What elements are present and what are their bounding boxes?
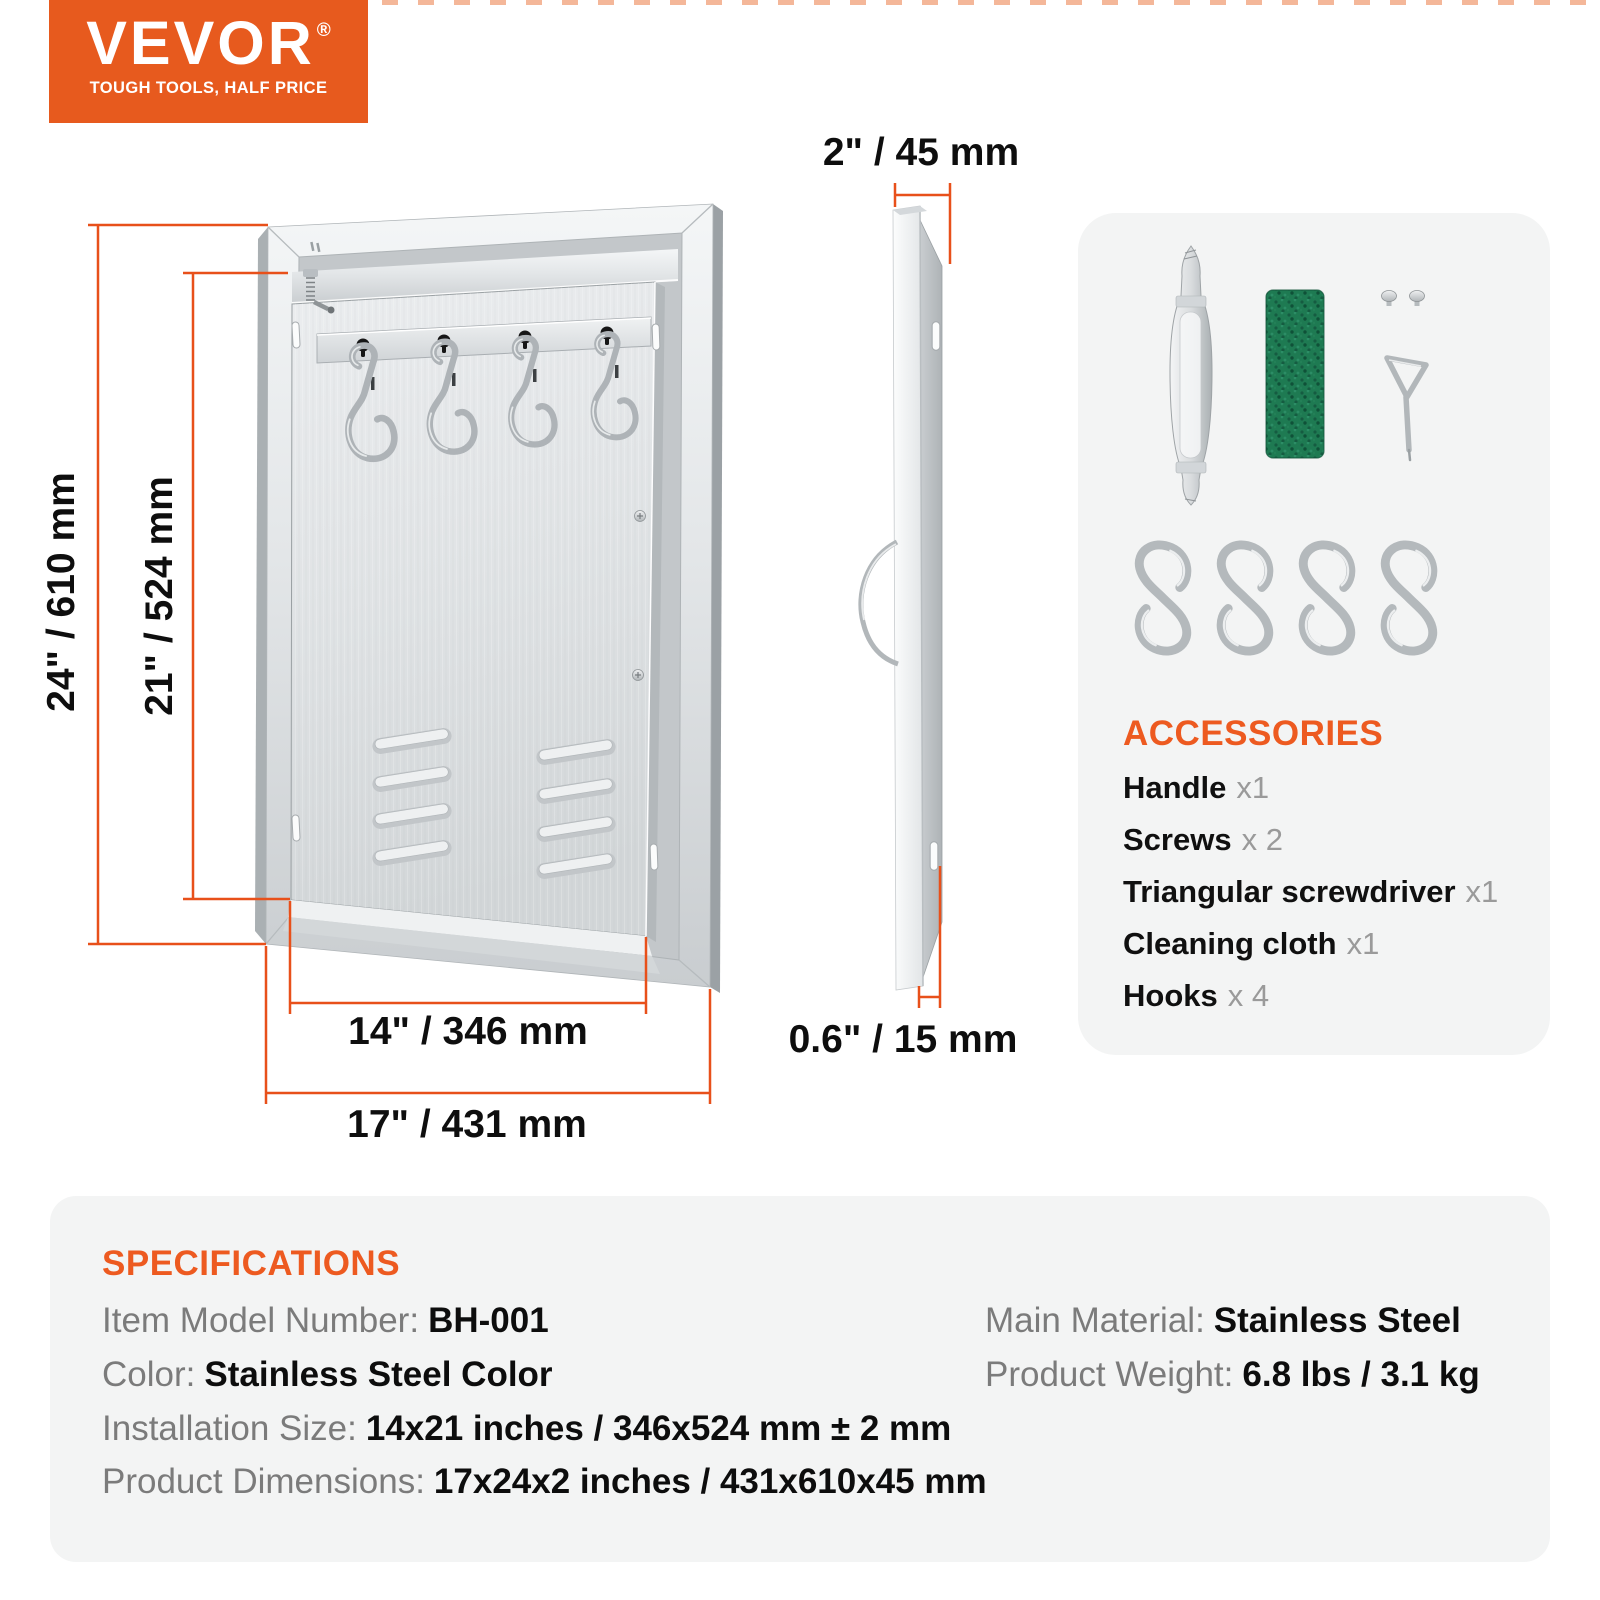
spring-hinge (303, 269, 335, 314)
mount-slot (932, 322, 940, 351)
accessory-qty: x1 (1465, 874, 1499, 909)
sill-band-shadow (283, 917, 660, 974)
accessory-qty: x1 (1236, 770, 1270, 805)
spec-value: BH-001 (428, 1301, 549, 1340)
spec-value: 6.8 lbs / 3.1 kg (1242, 1355, 1480, 1394)
front-left-side-face (255, 227, 268, 944)
s-hook-icon (593, 334, 635, 437)
keyhole-slot (438, 335, 451, 354)
dimension-label-side-depth: 2" / 45 mm (822, 131, 1020, 174)
accessories-title: ACCESSORIES (1123, 714, 1384, 753)
s-hook-icon (429, 342, 474, 452)
spec-label: Product Weight: (985, 1355, 1234, 1394)
door-right-edge (646, 282, 665, 942)
spec-row-installation-size (102, 1409, 951, 1449)
accessory-qty: x1 (1346, 926, 1380, 961)
accessory-name: Hooks (1123, 978, 1218, 1013)
accessory-qty: x 2 (1241, 822, 1283, 857)
vent-louvers (371, 727, 617, 880)
spec-row-model (102, 1301, 549, 1341)
dimension-label-width-outer: 17" / 431 mm (347, 1103, 587, 1146)
s-hook-icon (511, 338, 555, 445)
brushed-texture (291, 282, 655, 936)
dimension-label-side-flange: 0.6" / 15 mm (788, 1018, 1018, 1061)
mount-slot (652, 324, 660, 350)
side-door-profile (893, 206, 923, 990)
accessory-name: Screws (1123, 822, 1232, 857)
hook-tip (371, 377, 375, 390)
spec-label: Main Material: (985, 1301, 1205, 1340)
logo-tagline: TOUGH TOOLS, HALF PRICE (89, 79, 328, 97)
front-flange-face (266, 204, 713, 987)
door-screw-icon (633, 670, 644, 681)
dimension-line-height-inner (183, 273, 290, 899)
accessory-list-item (1123, 770, 1269, 806)
accessory-name: Triangular screwdriver (1123, 874, 1456, 909)
dimension-label-height-outer: 24" / 610 mm (40, 472, 83, 712)
accessory-list-item (1123, 978, 1269, 1014)
hook-tip (452, 373, 456, 386)
spec-value: 14x21 inches / 346x524 mm ± 2 mm (365, 1409, 952, 1448)
s-hook-icon (348, 346, 395, 459)
mount-slot (930, 842, 938, 871)
spec-row-main-material (985, 1301, 1461, 1341)
accessory-list-item (1123, 822, 1283, 858)
mount-slot (292, 815, 300, 841)
dimension-line-side-flange (919, 866, 940, 1008)
dimension-lines (88, 183, 950, 1104)
door-side-view (861, 206, 942, 990)
front-right-side-face (710, 204, 723, 993)
hook-rail (317, 317, 651, 363)
keyhole-slot (357, 339, 370, 358)
mount-slot (650, 844, 658, 870)
mount-slot (292, 322, 300, 348)
spec-label: Installation Size: (102, 1409, 357, 1448)
accessory-name: Cleaning cloth (1123, 926, 1337, 961)
side-top-face (893, 206, 927, 215)
spec-label: Product Dimensions: (102, 1462, 425, 1501)
spec-row-product-weight (985, 1355, 1480, 1395)
spec-row-color (102, 1355, 553, 1395)
spec-label: Color: (102, 1355, 196, 1394)
specifications-title: SPECIFICATIONS (102, 1244, 401, 1283)
dimension-label-width-inner: 14" / 346 mm (348, 1010, 588, 1053)
sill-band-bright (288, 900, 652, 956)
dimension-line-width-inner (290, 901, 646, 1014)
front-recess (294, 233, 682, 960)
side-handle (861, 542, 898, 664)
accessory-qty: x 4 (1227, 978, 1270, 1013)
accessory-list-item (1123, 874, 1498, 910)
vevor-logo (49, 0, 368, 123)
spec-value: 17x24x2 inches / 431x610x45 mm (433, 1462, 987, 1501)
accessory-list-item (1123, 926, 1379, 962)
spec-value: Stainless Steel Color (204, 1355, 553, 1394)
keyhole-slot (601, 327, 614, 346)
jamb-top-band (292, 249, 678, 304)
registered-trademark-icon: ® (316, 20, 331, 41)
dimension-line-side-depth (895, 183, 950, 264)
keyhole-slot (519, 331, 532, 350)
side-flange (920, 220, 942, 986)
spec-row-product-dimensions (102, 1462, 987, 1502)
door-panel (291, 282, 655, 936)
spec-value: Stainless Steel (1213, 1301, 1461, 1340)
spec-label: Item Model Number: (102, 1301, 420, 1340)
logo-wordmark: VEVOR (86, 9, 315, 77)
door-screw-icon (635, 511, 646, 522)
door-front-view (255, 204, 723, 993)
accessory-name: Handle (1123, 770, 1227, 805)
frame-miter-lines (266, 204, 713, 987)
hook-tip (615, 365, 619, 378)
page-top-watermark-strip (382, 0, 1600, 5)
hook-tip (533, 369, 537, 382)
dimension-label-height-inner: 21" / 524 mm (138, 476, 181, 716)
